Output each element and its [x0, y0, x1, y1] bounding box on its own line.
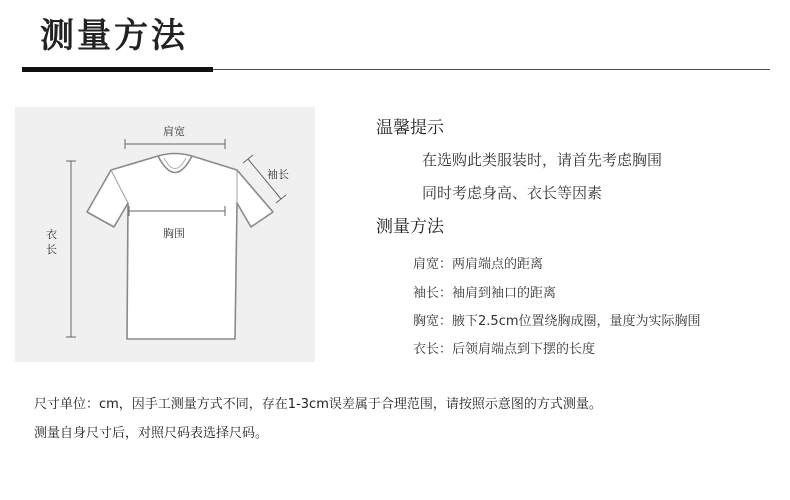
shoulder-label: 肩宽 — [163, 125, 185, 138]
method-item-sleeve — [413, 284, 556, 304]
method-term: 袖长： — [413, 286, 453, 301]
tips-heading: 温馨提示 — [376, 118, 444, 138]
length-label-line1: 衣 — [46, 228, 57, 241]
tshirt-diagram-svg — [15, 107, 315, 362]
note-line-1: 尺寸单位：cm，因手工测量方式不同，存在1-3cm误差属于合理范围，请按照示意图的方式测量。 — [34, 397, 602, 412]
method-desc: 袖肩到袖口的距离 — [452, 286, 557, 301]
chest-label: 胸围 — [163, 227, 185, 240]
tip-line-1: 在选购此类服装时，请首先考虑胸围 — [422, 151, 663, 169]
method-item-chest — [413, 312, 701, 332]
sleeve-tick-bottom — [276, 195, 286, 203]
header-accent-bar — [22, 67, 213, 72]
note-line-2: 测量自身尺寸后，对照尺码表选择尺码。 — [34, 426, 269, 441]
method-term: 胸宽： — [413, 314, 453, 329]
tshirt-outline — [87, 154, 273, 340]
method-heading: 测量方法 — [376, 217, 444, 237]
tshirt-measurement-diagram — [15, 107, 315, 362]
method-item-shoulder — [413, 255, 543, 275]
tip-line-2: 同时考虑身高、衣长等因素 — [422, 184, 603, 202]
method-term: 衣长： — [413, 342, 453, 357]
length-label-line2: 长 — [46, 243, 57, 256]
sleeve-tick-top — [243, 155, 253, 163]
method-desc: 两肩端点的距离 — [452, 257, 544, 272]
sleeve-label: 袖长 — [267, 168, 289, 181]
method-desc: 腋下2.5cm位置绕胸成圈，量度为实际胸围 — [452, 314, 701, 329]
method-term: 肩宽： — [413, 257, 453, 272]
method-item-length — [413, 340, 595, 360]
method-desc: 后领肩端点到下摆的长度 — [452, 342, 596, 357]
page-title: 测量方法 — [40, 16, 188, 56]
